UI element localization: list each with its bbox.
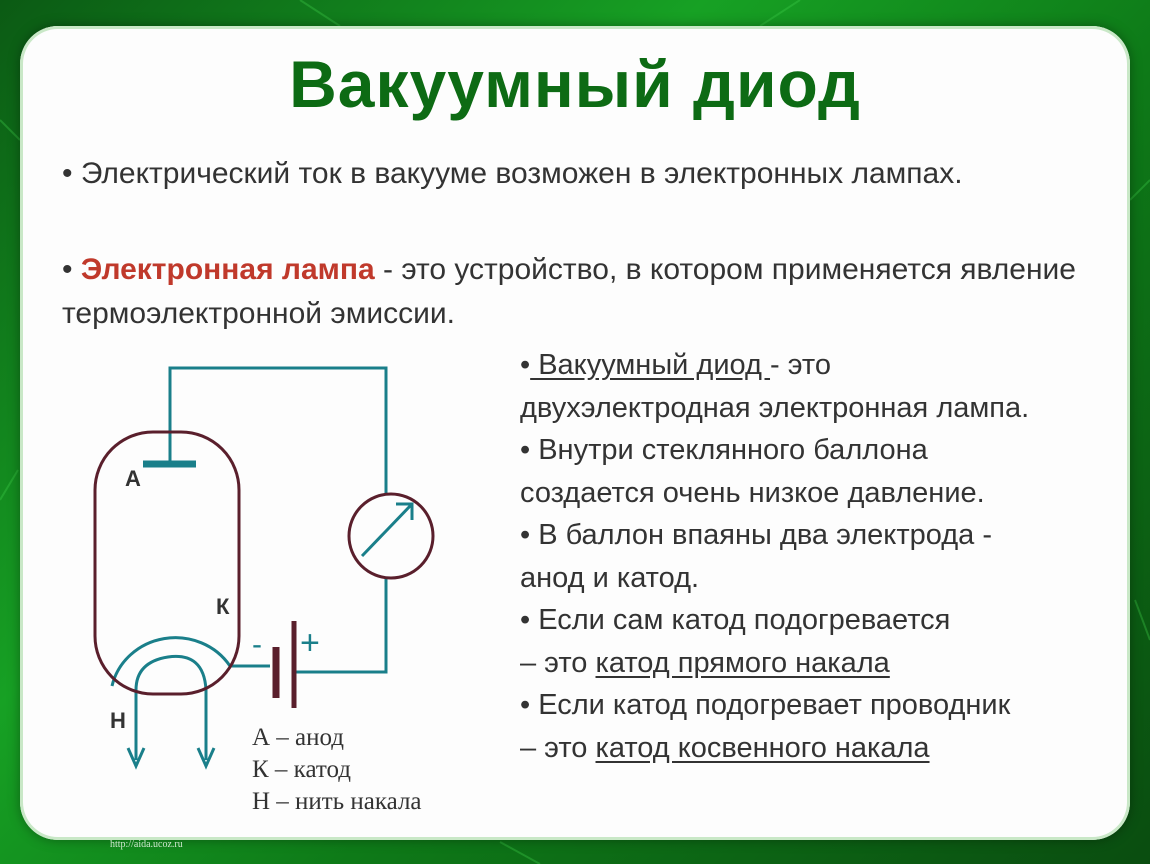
paragraph-electric-current: • Электрический ток в вакууме возможен в электронных лампах. [62, 157, 963, 190]
description-line: • Внутри стеклянного баллона [520, 434, 928, 466]
battery-minus-sign: - [252, 628, 262, 661]
meter-needle [362, 504, 412, 556]
anode-wire [170, 368, 386, 495]
page-title: Вакуумный диод [289, 47, 861, 121]
diagram-legend [252, 722, 422, 818]
legend-item: А – анод [252, 724, 345, 751]
description-line: • Вакуумный диод - это [520, 349, 831, 381]
filament-left [136, 656, 206, 760]
term-electron-lamp: Электронная лампа [80, 253, 375, 286]
term-indirect-heated-cathode: катод косвенного накала [595, 731, 930, 764]
term-vacuum-diode: Вакуумный диод [530, 349, 771, 381]
cathode-arc [112, 638, 230, 686]
description-line: – это катод прямого накала [520, 646, 890, 679]
term-direct-heated-cathode: катод прямого накала [595, 646, 890, 679]
description-line: • Если сам катод подогревается [520, 604, 951, 636]
bullet: • [62, 253, 81, 286]
label-anode: А [125, 466, 141, 491]
label-filament: Н [110, 708, 126, 733]
description-line: • Если катод подогревает проводник [520, 689, 1011, 721]
label-cathode: К [216, 594, 230, 619]
bulb-outline [95, 432, 239, 694]
definition-text: - это устройство, в котором применяется явление термоэлектронной эмиссии. [62, 253, 1076, 330]
legend-item: Н – нить накала [252, 788, 422, 815]
footer-url: http://aida.ucoz.ru [110, 839, 183, 850]
meter-icon [349, 494, 433, 578]
description-line: – это катод косвенного накала [520, 731, 930, 764]
battery-plus-sign: + [300, 624, 320, 662]
legend-item: К – катод [252, 756, 351, 783]
description-line: создается очень низкое давление. [520, 476, 985, 509]
description-line: двухэлектродная электронная лампа. [520, 391, 1030, 424]
description-line: • В баллон впаяны два электрода - [520, 519, 992, 551]
description-line: анод и катод. [520, 561, 700, 594]
